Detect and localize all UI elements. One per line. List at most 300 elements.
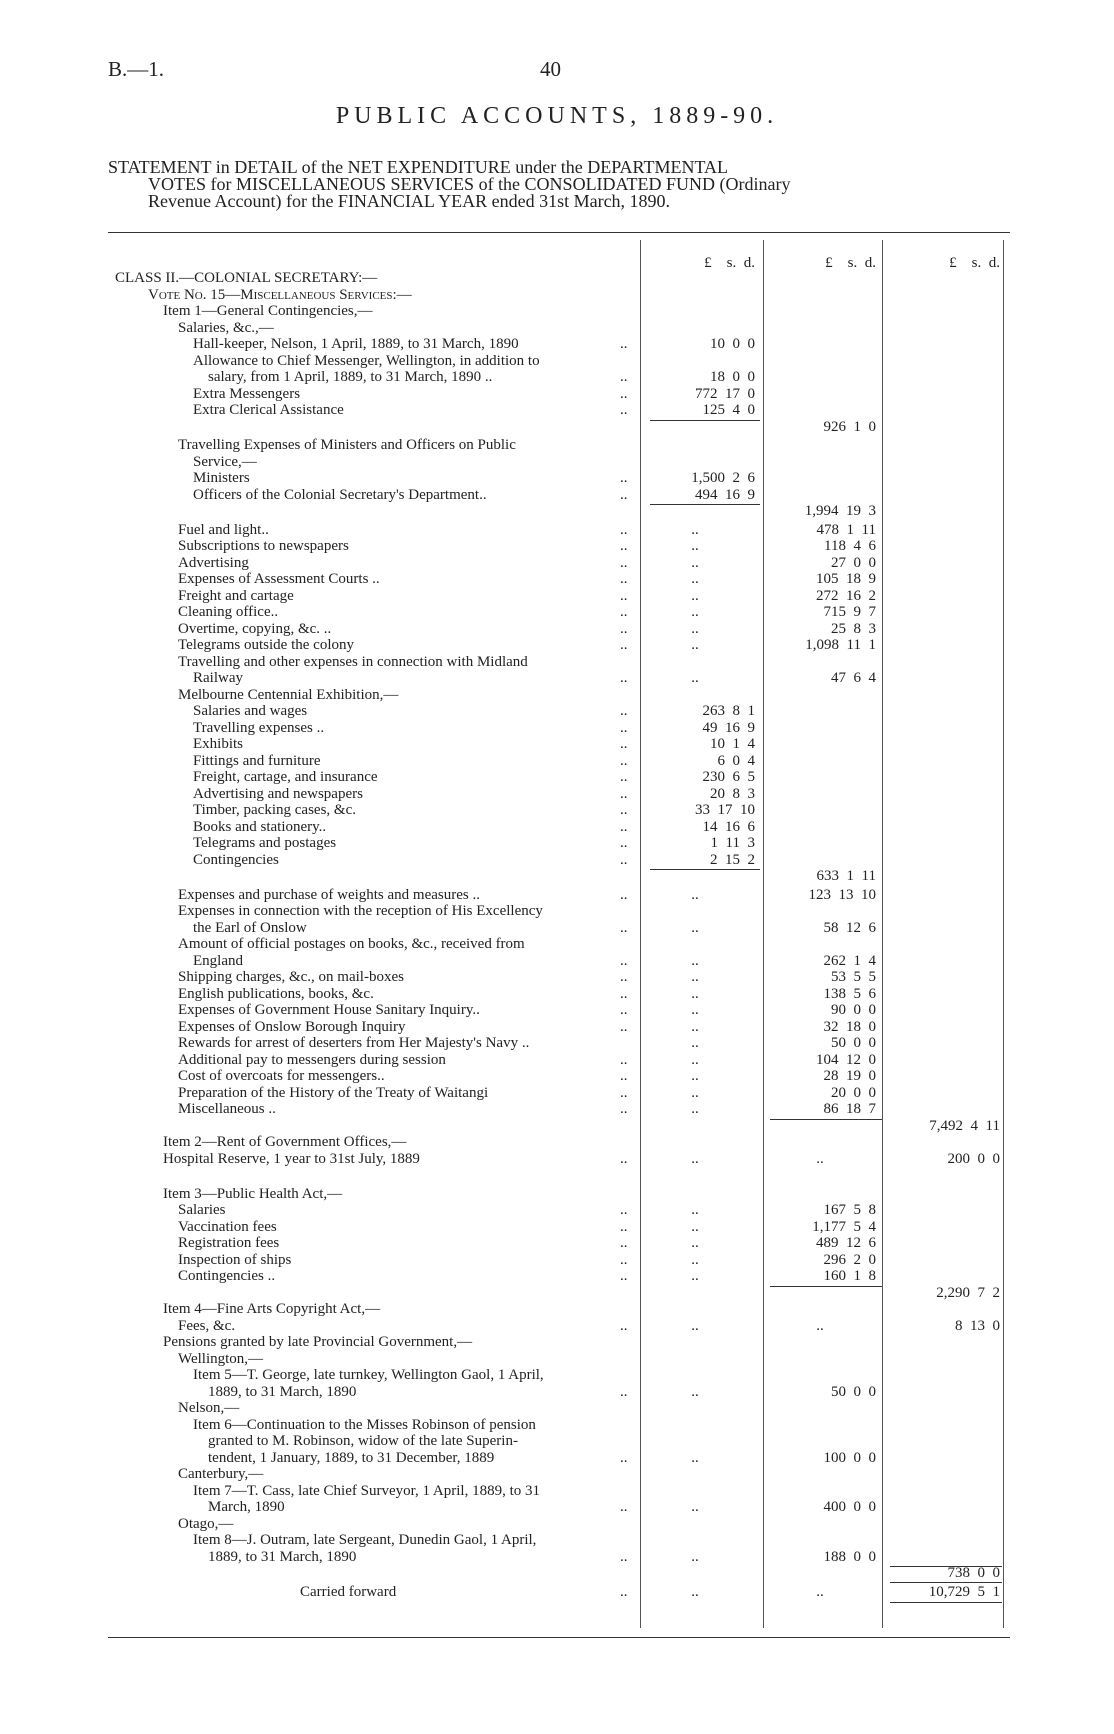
row-description: Railway (193, 670, 243, 686)
account-row (0, 1134, 1114, 1151)
subtotal-row (0, 503, 1114, 520)
row-description: Ministers (193, 470, 250, 486)
row-description: Travelling and other expenses in connection with Midland (178, 653, 528, 670)
amount-c1: 10 0 0 (710, 336, 755, 352)
account-row (0, 1068, 1114, 1085)
leader-dots: .. (620, 1018, 628, 1035)
account-row (0, 1301, 1114, 1318)
amount-c2: 167 5 8 (823, 1202, 876, 1218)
account-row (0, 555, 1114, 572)
row-description: tendent, 1 January, 1889, to 31 December, 1889 (208, 1449, 495, 1466)
empty-amount-dots: .. (816, 1583, 824, 1600)
leader-dots: .. (620, 587, 628, 604)
account-row (0, 320, 1114, 337)
amount-c1: 20 8 3 (710, 785, 755, 802)
row-description: Wellington,— (178, 1350, 264, 1367)
row-description: Freight and cartage (178, 587, 294, 604)
empty-amount-dots: .. (691, 1383, 699, 1400)
account-row (0, 1019, 1114, 1036)
amount-c2: 50 0 0 (831, 1035, 876, 1051)
row-description: Hospital Reserve, 1 year to 31st July, 1889 (163, 1150, 420, 1167)
account-row (0, 1268, 1114, 1285)
row-description: Expenses of Onslow Borough Inquiry (178, 1018, 406, 1035)
amount-c2: 296 2 0 (823, 1251, 876, 1268)
empty-amount-dots: .. (691, 604, 699, 620)
leader-dots: .. (620, 1068, 628, 1084)
account-row (0, 1400, 1114, 1417)
row-description: Telegrams outside the colony (178, 637, 354, 653)
amount-c2: 188 0 0 (823, 1548, 876, 1565)
row-description: Telegrams and postages (193, 835, 337, 851)
account-row (0, 819, 1114, 836)
leader-dots: .. (620, 985, 628, 1002)
amount-c2: 105 18 9 (816, 571, 876, 587)
account-row (0, 1252, 1114, 1269)
total-rule (890, 1602, 1002, 1603)
amount-c2: 32 18 0 (823, 1018, 876, 1035)
account-row (0, 753, 1114, 770)
account-row (0, 402, 1114, 419)
account-row (0, 654, 1114, 671)
row-description: Carried forward (300, 1583, 397, 1600)
account-row (0, 588, 1114, 605)
account-row (0, 769, 1114, 786)
empty-amount-dots: .. (691, 1251, 699, 1268)
amount-c2: 1,177 5 4 (812, 1218, 876, 1235)
account-row (0, 1433, 1114, 1450)
leader-dots: .. (620, 402, 628, 418)
row-description: Salaries and wages (193, 703, 308, 719)
account-row (0, 1186, 1114, 1203)
account-row (0, 336, 1114, 353)
amount-c2: 28 19 0 (823, 1068, 876, 1084)
row-description: Exhibits (193, 736, 244, 752)
row-description: Item 5—T. George, late turnkey, Wellington Gaol, 1 April, (193, 1367, 544, 1383)
amount-c1: 230 6 5 (702, 769, 755, 785)
empty-amount-dots: .. (691, 886, 699, 903)
empty-amount-dots: .. (691, 571, 699, 587)
row-description: Fuel and light.. (178, 521, 269, 538)
account-row (0, 969, 1114, 986)
row-description: Contingencies .. (178, 1268, 276, 1284)
account-row (0, 936, 1114, 953)
account-row (0, 1035, 1114, 1052)
empty-amount-dots: .. (691, 637, 699, 653)
row-description: Subscriptions to newspapers (178, 538, 349, 554)
empty-amount-dots: .. (691, 1548, 699, 1565)
leader-dots: .. (620, 538, 628, 554)
account-row (0, 1219, 1114, 1236)
leader-dots: .. (620, 752, 628, 769)
account-row (0, 1052, 1114, 1069)
amount-c2: 633 1 11 (816, 868, 876, 884)
amount-c2: 47 6 4 (831, 670, 876, 686)
col1-header: £ s. d. (704, 255, 755, 271)
account-row (0, 270, 1114, 287)
row-description: Item 3—Public Health Act,— (163, 1185, 343, 1202)
leader-dots: .. (620, 1251, 628, 1268)
row-description: Item 2—Rent of Government Offices,— (163, 1134, 407, 1150)
empty-amount-dots: .. (691, 1002, 699, 1018)
empty-amount-dots: .. (691, 1218, 699, 1235)
empty-amount-dots: .. (816, 1150, 824, 1167)
empty-amount-dots: .. (816, 1317, 824, 1334)
amount-c2: 58 12 6 (823, 919, 876, 936)
leader-dots: .. (620, 604, 628, 620)
amount-c1: 18 0 0 (710, 369, 755, 385)
row-description: England (193, 952, 243, 969)
leader-dots: .. (620, 1499, 628, 1515)
empty-amount-dots: .. (691, 1449, 699, 1466)
amount-c3: 738 0 0 (947, 1565, 1000, 1581)
leader-dots: .. (620, 1583, 628, 1600)
account-row (0, 1549, 1114, 1566)
row-description: March, 1890 (208, 1499, 285, 1515)
account-row (0, 1417, 1114, 1434)
row-description: Salaries (178, 1202, 226, 1218)
amount-c2: 715 9 7 (823, 604, 876, 620)
leader-dots: .. (620, 818, 628, 835)
leader-dots: .. (620, 521, 628, 538)
row-description: Preparation of the History of the Treaty of Waitangi (178, 1084, 489, 1101)
leader-dots: .. (620, 620, 628, 637)
leader-dots: .. (620, 952, 628, 969)
row-description: Allowance to Chief Messenger, Wellington, in addition to (193, 352, 540, 369)
row-description: English publications, books, &c. (178, 985, 374, 1002)
row-description: Nelson,— (178, 1400, 240, 1416)
account-row (0, 437, 1114, 454)
leader-dots: .. (620, 336, 628, 352)
account-row (0, 571, 1114, 588)
amount-c2: 926 1 0 (823, 418, 876, 435)
row-description: Miscellaneous .. (178, 1101, 276, 1117)
account-row (0, 670, 1114, 687)
account-row (0, 1584, 1114, 1601)
account-row (0, 986, 1114, 1003)
statement-line-2: VOTES for MISCELLANEOUS SERVICES of the CONSOLIDATED FUND (Ordinary (148, 174, 791, 194)
row-description: Fittings and furniture (193, 752, 321, 769)
row-description: Expenses of Assessment Courts .. (178, 571, 380, 587)
amount-c2: 489 12 6 (816, 1235, 876, 1251)
account-row (0, 1516, 1114, 1533)
empty-amount-dots: .. (691, 670, 699, 686)
empty-amount-dots: .. (691, 952, 699, 969)
empty-amount-dots: .. (691, 1051, 699, 1068)
account-row (0, 621, 1114, 638)
amount-c1: 49 16 9 (702, 719, 755, 736)
leader-dots: .. (620, 835, 628, 851)
row-description: Salaries, &c.,— (178, 319, 274, 336)
row-description: Books and stationery.. (193, 818, 327, 835)
amount-c2: 86 18 7 (823, 1101, 876, 1117)
leader-dots: .. (620, 637, 628, 653)
account-row (0, 604, 1114, 621)
leader-dots: .. (620, 470, 628, 486)
document-reference: B.—1. (108, 57, 165, 81)
amount-c2: 27 0 0 (831, 554, 876, 571)
amount-c2: 478 1 11 (816, 521, 876, 538)
row-description: Service,— (193, 453, 257, 470)
row-description: Expenses in connection with the reception of His Excellency (178, 903, 543, 919)
amount-c2: 118 4 6 (824, 538, 876, 554)
leader-dots: .. (620, 486, 628, 503)
account-row (0, 920, 1114, 937)
amount-c1: 1 11 3 (710, 835, 755, 851)
account-row (0, 802, 1114, 819)
row-description: Amount of official postages on books, &c., received from (178, 936, 525, 952)
empty-amount-dots: .. (691, 1583, 699, 1600)
empty-amount-dots: .. (691, 538, 699, 554)
account-row (0, 887, 1114, 904)
account-row (0, 1334, 1114, 1351)
subtotal-row (0, 419, 1114, 436)
account-row (0, 522, 1114, 539)
account-row (0, 287, 1114, 304)
leader-dots: .. (620, 736, 628, 752)
row-description: the Earl of Onslow (193, 919, 307, 936)
row-description: Cleaning office.. (178, 604, 279, 620)
amount-c3: 2,290 7 2 (936, 1284, 1000, 1301)
leader-dots: .. (620, 1051, 628, 1068)
account-row (0, 386, 1114, 403)
row-description: Cost of overcoats for messengers.. (178, 1068, 385, 1084)
amount-c2: 90 0 0 (831, 1002, 876, 1018)
row-description: Hall-keeper, Nelson, 1 April, 1889, to 31 March, 1890 (193, 336, 519, 352)
row-description: Expenses and purchase of weights and measures .. (178, 886, 480, 903)
account-row (0, 303, 1114, 320)
leader-dots: .. (620, 1084, 628, 1101)
row-description: Inspection of ships (178, 1251, 292, 1268)
row-description: granted to M. Robinson, widow of the late Superin- (208, 1433, 518, 1449)
empty-amount-dots: .. (691, 554, 699, 571)
page-number: 40 (540, 57, 561, 81)
account-row (0, 835, 1114, 852)
amount-c1: 263 8 1 (702, 703, 755, 719)
leader-dots: .. (620, 802, 628, 818)
empty-amount-dots: .. (691, 587, 699, 604)
amount-c2: 138 5 6 (823, 985, 876, 1002)
amount-c3: 8 13 0 (955, 1317, 1000, 1334)
account-row (0, 1202, 1114, 1219)
empty-amount-dots: .. (691, 969, 699, 985)
amount-c1: 125 4 0 (702, 402, 755, 418)
account-row (0, 786, 1114, 803)
amount-c1: 14 16 6 (702, 818, 755, 835)
account-row (0, 720, 1114, 737)
account-row (0, 736, 1114, 753)
empty-amount-dots: .. (691, 521, 699, 538)
amount-c2: 1,994 19 3 (804, 503, 876, 519)
row-description: Melbourne Centennial Exhibition,— (178, 686, 399, 703)
row-description: Expenses of Government House Sanitary Inquiry.. (178, 1002, 480, 1018)
subtotal-row (0, 1285, 1114, 1302)
account-row (0, 687, 1114, 704)
leader-dots: .. (620, 1317, 628, 1334)
amount-c1: 10 1 4 (710, 736, 755, 752)
account-row (0, 538, 1114, 555)
empty-amount-dots: .. (691, 1499, 699, 1515)
row-description: salary, from 1 April, 1889, to 31 March, 1890 .. (208, 369, 493, 385)
row-description: Vaccination fees (178, 1218, 277, 1235)
amount-c3: 200 0 0 (947, 1150, 1000, 1167)
amount-c1: 494 16 9 (695, 486, 755, 503)
amount-c1: 1,500 2 6 (691, 470, 755, 486)
row-description: Extra Clerical Assistance (193, 402, 344, 418)
account-row (0, 1101, 1114, 1118)
amount-c2: 20 0 0 (831, 1084, 876, 1101)
amount-c2: 272 16 2 (816, 587, 876, 604)
leader-dots: .. (620, 1101, 628, 1117)
empty-amount-dots: .. (691, 1018, 699, 1035)
empty-amount-dots: .. (691, 1150, 699, 1167)
leader-dots: .. (620, 1202, 628, 1218)
account-row (0, 1085, 1114, 1102)
amount-c2: 123 13 10 (808, 886, 876, 903)
leader-dots: .. (620, 1383, 628, 1400)
leader-dots: .. (620, 769, 628, 785)
empty-amount-dots: .. (691, 1268, 699, 1284)
row-description: Travelling Expenses of Ministers and Officers on Public (178, 437, 516, 453)
leader-dots: .. (620, 369, 628, 385)
account-row (0, 903, 1114, 920)
account-row (0, 637, 1114, 654)
row-description: Vote No. 15—Miscellaneous Services:— (148, 286, 412, 303)
leader-dots: .. (620, 554, 628, 571)
amount-c1: 772 17 0 (695, 385, 755, 402)
row-description: Travelling expenses .. (193, 719, 325, 736)
account-row (0, 369, 1114, 386)
empty-amount-dots: .. (691, 1068, 699, 1084)
amount-c2: 100 0 0 (823, 1449, 876, 1466)
row-description: Additional pay to messengers during session (178, 1051, 446, 1068)
leader-dots: .. (620, 670, 628, 686)
empty-amount-dots: .. (691, 1035, 699, 1051)
statement-line-1: STATEMENT in DETAIL of the NET EXPENDITURE under the DEPARTMENTAL (108, 157, 729, 177)
page-title: PUBLIC ACCOUNTS, 1889-90. (335, 103, 779, 129)
row-description: Fees, &c. (178, 1317, 236, 1334)
row-description: Advertising (178, 554, 249, 571)
amount-c2: 25 8 3 (831, 620, 876, 637)
leader-dots: .. (620, 1150, 628, 1167)
empty-amount-dots: .. (691, 1317, 699, 1334)
leader-dots: .. (620, 385, 628, 402)
row-description: Item 6—Continuation to the Misses Robinson of pension (193, 1416, 536, 1433)
account-row (0, 1466, 1114, 1483)
account-row (0, 487, 1114, 504)
subtotal-row (0, 1167, 1114, 1184)
subtotal-row (0, 1565, 1114, 1582)
row-description: Canterbury,— (178, 1466, 264, 1482)
account-row (0, 454, 1114, 471)
empty-amount-dots: .. (691, 1235, 699, 1251)
leader-dots: .. (620, 919, 628, 936)
leader-dots: .. (620, 571, 628, 587)
row-description: Pensions granted by late Provincial Government,— (163, 1334, 473, 1350)
row-description: CLASS II.—COLONIAL SECRETARY:— (115, 270, 378, 286)
account-row (0, 1367, 1114, 1384)
account-row (0, 953, 1114, 970)
leader-dots: .. (620, 851, 628, 868)
empty-amount-dots: .. (691, 919, 699, 936)
account-row (0, 852, 1114, 869)
row-description: Item 4—Fine Arts Copyright Act,— (163, 1301, 381, 1317)
row-description: Registration fees (178, 1235, 280, 1251)
empty-amount-dots: .. (691, 1202, 699, 1218)
account-row (0, 1235, 1114, 1252)
amount-c3: 10,729 5 1 (928, 1583, 1000, 1600)
row-description: Officers of the Colonial Secretary's Department.. (193, 486, 487, 503)
account-row (0, 1351, 1114, 1368)
row-description: 1889, to 31 March, 1890 (208, 1548, 357, 1565)
col3-header: £ s. d. (949, 255, 1000, 271)
row-description: Timber, packing cases, &c. (193, 802, 356, 818)
statement-line-3: Revenue Account) for the FINANCIAL YEAR ended 31st March, 1890. (148, 191, 671, 211)
account-row (0, 353, 1114, 370)
amount-c2: 53 5 5 (831, 969, 876, 985)
leader-dots: .. (620, 1268, 628, 1284)
leader-dots: .. (620, 719, 628, 736)
row-description: 1889, to 31 March, 1890 (208, 1383, 357, 1400)
account-row (0, 1318, 1114, 1335)
account-row (0, 703, 1114, 720)
empty-amount-dots: .. (691, 1084, 699, 1101)
row-description: Item 8—J. Outram, late Sergeant, Dunedin Gaol, 1 April, (193, 1532, 537, 1548)
account-row (0, 1532, 1114, 1549)
account-row (0, 1384, 1114, 1401)
leader-dots: .. (620, 1218, 628, 1235)
empty-amount-dots: .. (691, 620, 699, 637)
amount-c1: 2 15 2 (710, 851, 755, 868)
total-rule (890, 1582, 1002, 1583)
leader-dots: .. (620, 703, 628, 719)
account-row (0, 1499, 1114, 1516)
leader-dots: .. (620, 969, 628, 985)
row-description: Overtime, copying, &c. .. (178, 620, 332, 637)
leader-dots: .. (620, 886, 628, 903)
account-row (0, 470, 1114, 487)
row-description: Advertising and newspapers (193, 785, 363, 802)
empty-amount-dots: .. (691, 985, 699, 1002)
amount-c1: 33 17 10 (695, 802, 755, 818)
amount-c2: 160 1 8 (823, 1268, 876, 1284)
row-description: Contingencies (193, 851, 279, 868)
amount-c1: 6 0 4 (717, 752, 755, 769)
amount-c2: 1,098 11 1 (805, 637, 876, 653)
account-row (0, 1450, 1114, 1467)
row-description: Item 1—General Contingencies,— (163, 303, 373, 319)
row-description: Extra Messengers (193, 385, 301, 402)
row-description: Otago,— (178, 1515, 234, 1532)
leader-dots: .. (620, 1002, 628, 1018)
account-row (0, 1151, 1114, 1168)
leader-dots: .. (620, 785, 628, 802)
empty-amount-dots: .. (691, 1101, 699, 1117)
amount-c2: 104 12 0 (816, 1051, 876, 1068)
amount-c3: 7,492 4 11 (929, 1117, 1000, 1134)
col2-header: £ s. d. (825, 255, 876, 271)
row-description: Rewards for arrest of deserters from Her Majesty's Navy .. (178, 1035, 530, 1051)
leader-dots: .. (620, 1548, 628, 1565)
subtotal-row (0, 1118, 1114, 1135)
account-row (0, 1002, 1114, 1019)
subtotal-row (0, 868, 1114, 885)
leader-dots: .. (620, 1449, 628, 1466)
amount-c2: 262 1 4 (823, 952, 876, 969)
row-description: Shipping charges, &c., on mail-boxes (178, 969, 404, 985)
row-description: Freight, cartage, and insurance (193, 769, 378, 785)
account-row (0, 1483, 1114, 1500)
amount-c2: 400 0 0 (823, 1499, 876, 1515)
